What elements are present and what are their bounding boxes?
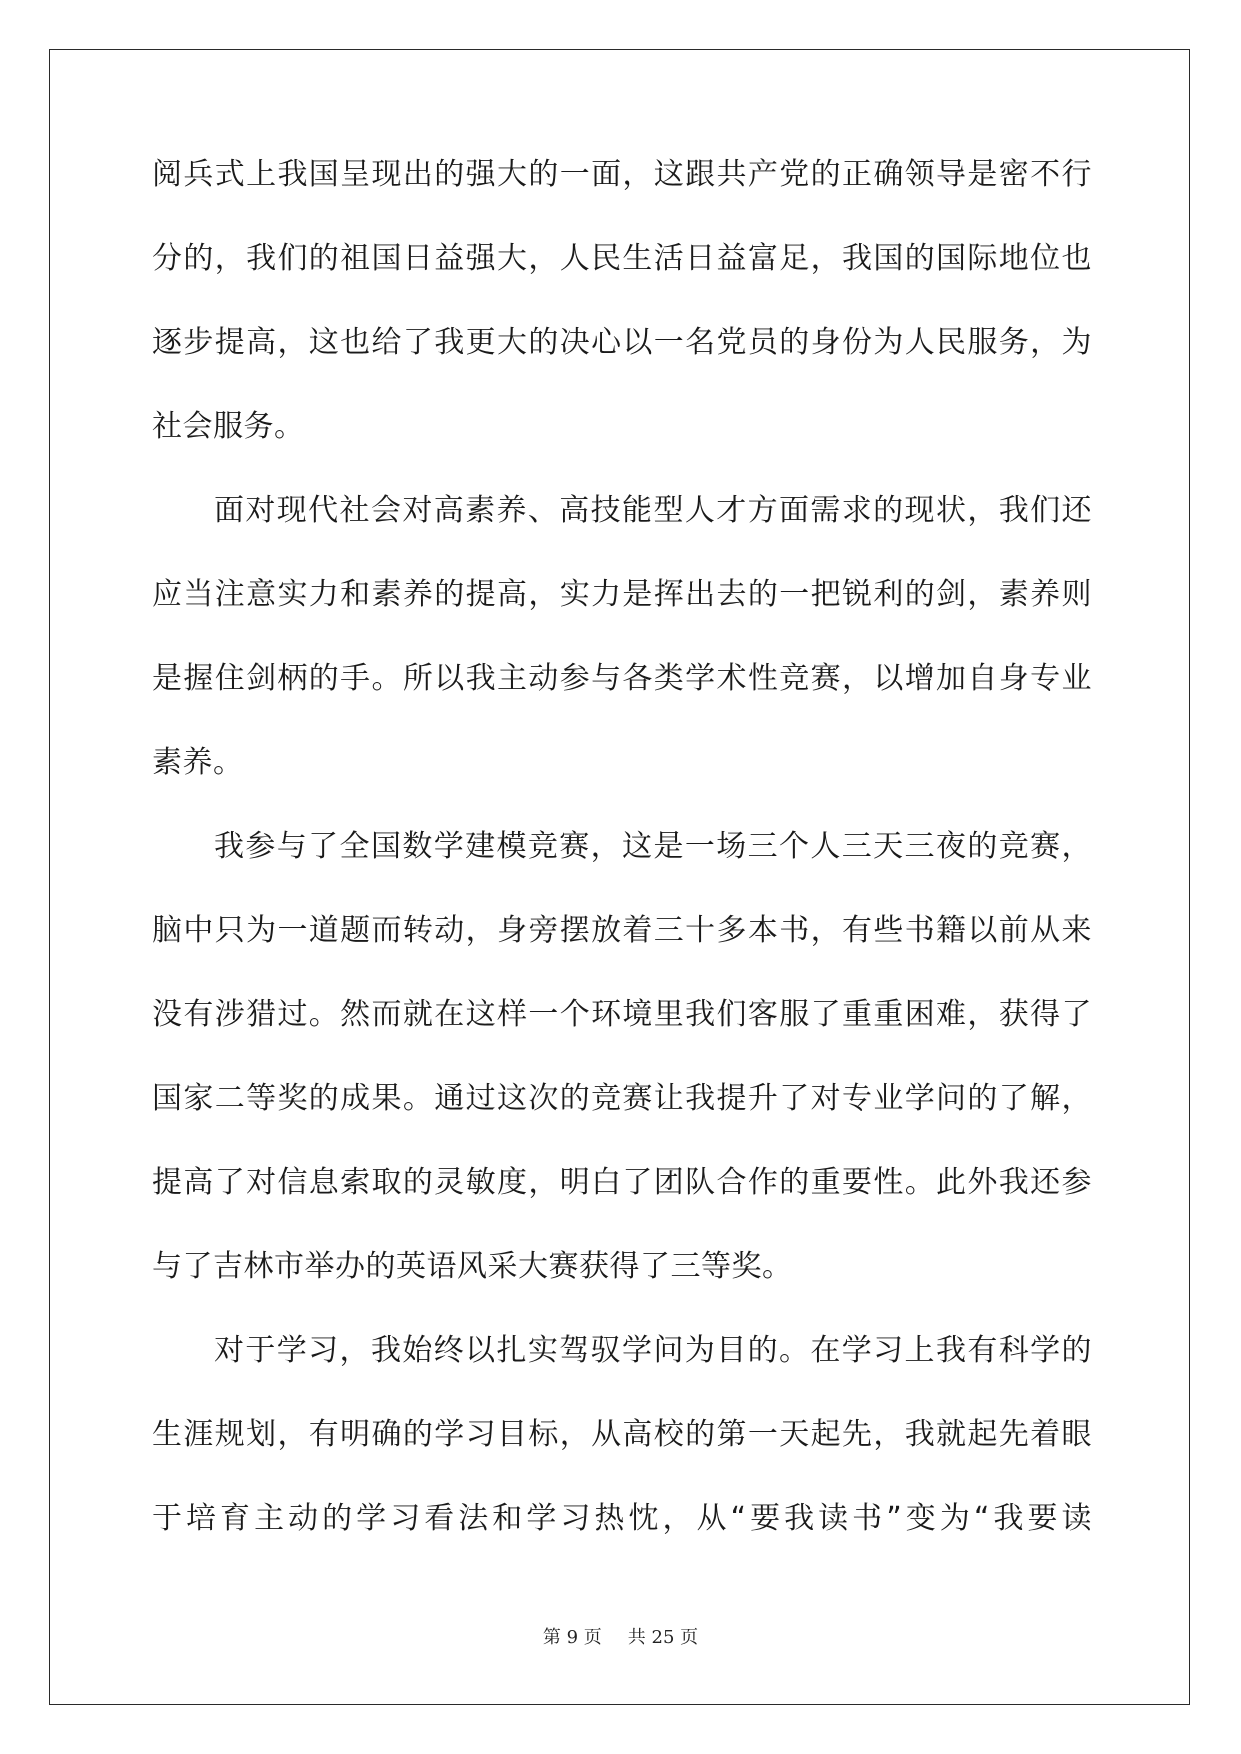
text-line: 是握住剑柄的手。所以我主动参与各类学术性竞赛，以增加自身专业: [152, 661, 1092, 696]
text-line: 社会服务。: [152, 409, 305, 444]
text-line: 我参与了全国数学建模竞赛，这是一场三个人三天三夜的竞赛，: [214, 829, 1092, 864]
text-line: 面对现代社会对高素养、高技能型人才方面需求的现状，我们还: [214, 493, 1092, 528]
text-line: 应当注意实力和素养的提高，实力是挥出去的一把锐利的剑，素养则: [152, 577, 1092, 612]
text-line: 没有涉猎过。然而就在这样一个环境里我们客服了重重困难，获得了: [152, 997, 1092, 1032]
text-line: 与了吉林市举办的英语风采大赛获得了三等奖。: [152, 1249, 793, 1284]
text-line: 提高了对信息索取的灵敏度，明白了团队合作的重要性。此外我还参: [152, 1165, 1092, 1200]
text-line: 对于学习，我始终以扎实驾驭学问为目的。在学习上我有科学的: [214, 1333, 1092, 1368]
page-footer: [0, 1623, 1241, 1649]
text-line: 分的，我们的祖国日益强大，人民生活日益富足，我国的国际地位也: [152, 241, 1092, 276]
text-line: 逐步提高，这也给了我更大的决心以一名党员的身份为人民服务，为: [152, 325, 1092, 360]
text-line: 于培育主动的学习看法和学习热忱，从“要我读书”变为“我要读: [152, 1501, 1092, 1536]
text-line: 脑中只为一道题而转动，身旁摆放着三十多本书，有些书籍以前从来: [152, 913, 1092, 948]
text-line: 国家二等奖的成果。通过这次的竞赛让我提升了对专业学问的了解，: [152, 1081, 1092, 1116]
text-line: 阅兵式上我国呈现出的强大的一面，这跟共产党的正确领导是密不行: [152, 157, 1092, 192]
text-line: 素养。: [152, 745, 244, 780]
text-line: 生涯规划，有明确的学习目标，从高校的第一天起先，我就起先着眼: [152, 1417, 1092, 1452]
page-number: 第 9 页: [542, 1627, 602, 1648]
page-total: 共 25 页: [627, 1627, 699, 1648]
document-body: [152, 153, 1092, 1581]
